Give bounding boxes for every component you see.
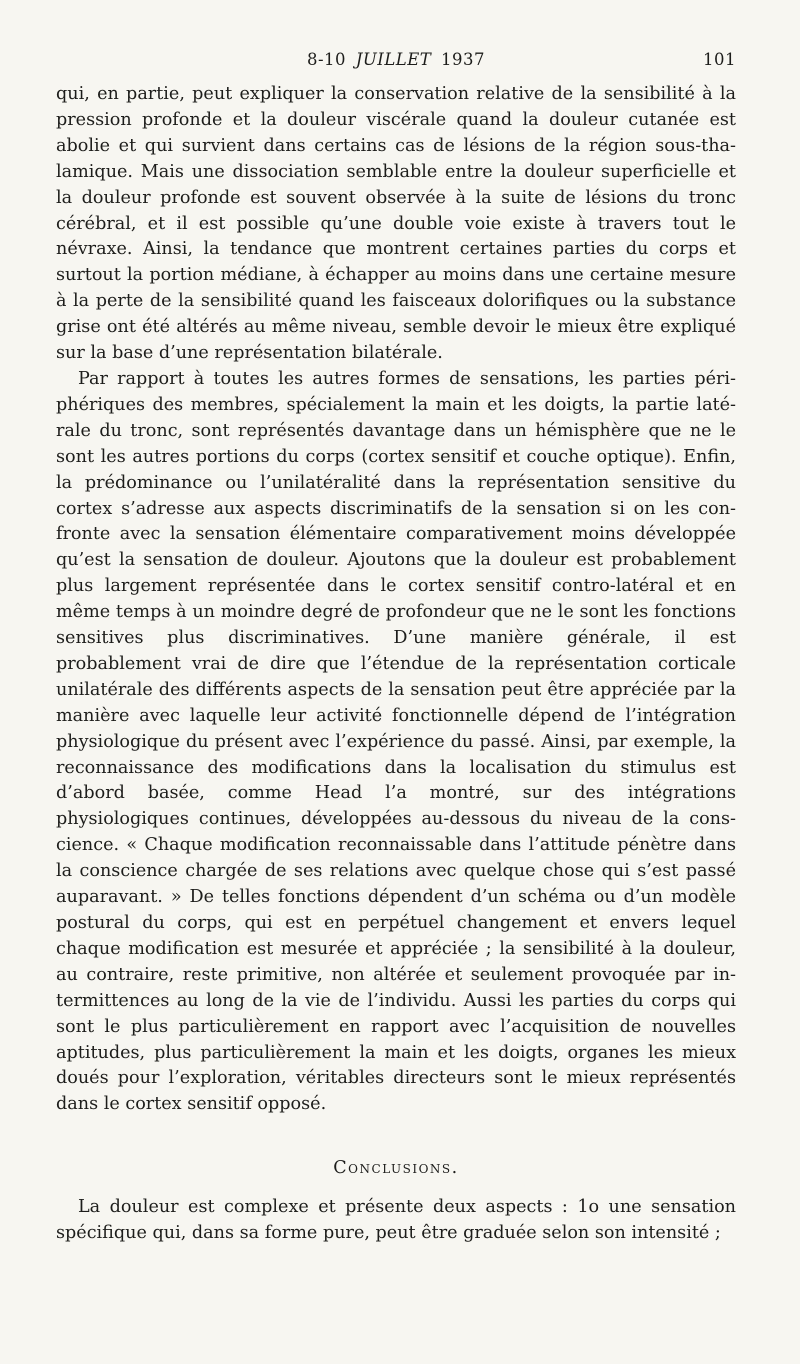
paragraph-2: Par rapport à toutes les autres formes de sensations, les parties périphériques des membres, spécialement la main et les doigts, la partie latérale du tronc, sont représentés davantage dans un hémisphère que ne le sont les autres portions du corps (cortex sensitif et couche optique). Enfin, la prédominance ou l’unilatéralité dans la représentation sensitive du cortex s’adresse aux aspects discriminatifs de la sensation si on les confronte avec la sensation élémentaire comparativement moins développée qu’est la sensation de douleur. Ajoutons que la douleur est probablement plus largement représentée dans le cortex sensitif contro-latéral et en même temps à un moindre degré de profondeur que ne le sont les fonctions sensitives plus discriminatives. D’une manière générale, il est probablement vrai de dire que l’étendue de la représentation corticale unilatérale des différents aspects de la sensation peut être appréciée par la manière avec laquelle leur activité fonctionnelle dépend de l’intégration physiologique du présent avec l’expérience du passé. Ainsi, par exemple, la reconnaissance des modifications dans la localisation du stimulus est d’abord basée, comme Head l’a montré, sur des intégrations physiologiques continues, développées au-dessous du niveau de la conscience. « Chaque modification reconnaissable dans l’attitude pénètre dans la conscience chargée de ses relations avec quelque chose qui s’est passé auparavant. » De telles fonctions dépendent d’un schéma ou d’un modèle postural du corps, qui est en perpétuel changement et envers lequel chaque modification est mesurée et appréciée ; la sensibilité à la douleur, au contraire, reste primitive, non altérée et seulement provoquée par intermittences au long de la vie de l’individu. Aussi les parties du corps qui sont le plus particulièrement en rapport avec l’acquisition de nouvelles aptitudes, plus particulièrement la main et les doigts, organes les mieux doués pour l’exploration, véritables directeurs sont le mieux représentés dans le cortex sensitif opposé. — [56, 368, 736, 1115]
header-year: 1937 — [441, 50, 486, 69]
section-heading-conclusions: Conclusions. — [333, 1158, 459, 1179]
body-text — [56, 82, 736, 1118]
page-number: 101 — [703, 50, 736, 69]
header-date-range: 8-10 — [306, 50, 347, 69]
running-header — [56, 44, 736, 78]
header-title — [56, 50, 736, 69]
paragraph-1: qui, en partie, peut expliquer la conservation relative de la sensibilité à la pression profonde et la douleur viscérale quand la douleur cutanée est abolie et qui survient dans certains cas de lésions de la région sous-thalamique. Mais une dissociation semblable entre la douleur superficielle et la douleur profonde est souvent observée à la suite de lésions du tronc cérébral, et il est possible qu’une double voie existe à travers tout le névraxe. Ainsi, la tendance que montrent certaines parties du corps et surtout la portion médiane, à échapper au moins dans une certaine mesure à la perte de la sensibilité quand les faisceaux dolorifiques ou la substance grise ont été altérés au même niveau, semble devoir le mieux être expliqué sur la base d’une représentation bilatérale. — [56, 84, 736, 364]
conclusions-paragraph: La douleur est complexe et présente deux aspects : 1o une sensation spécifique qui, dans sa forme pure, peut être graduée selon son intensité ; — [56, 1197, 736, 1244]
header-month: JUILLET — [355, 50, 432, 69]
